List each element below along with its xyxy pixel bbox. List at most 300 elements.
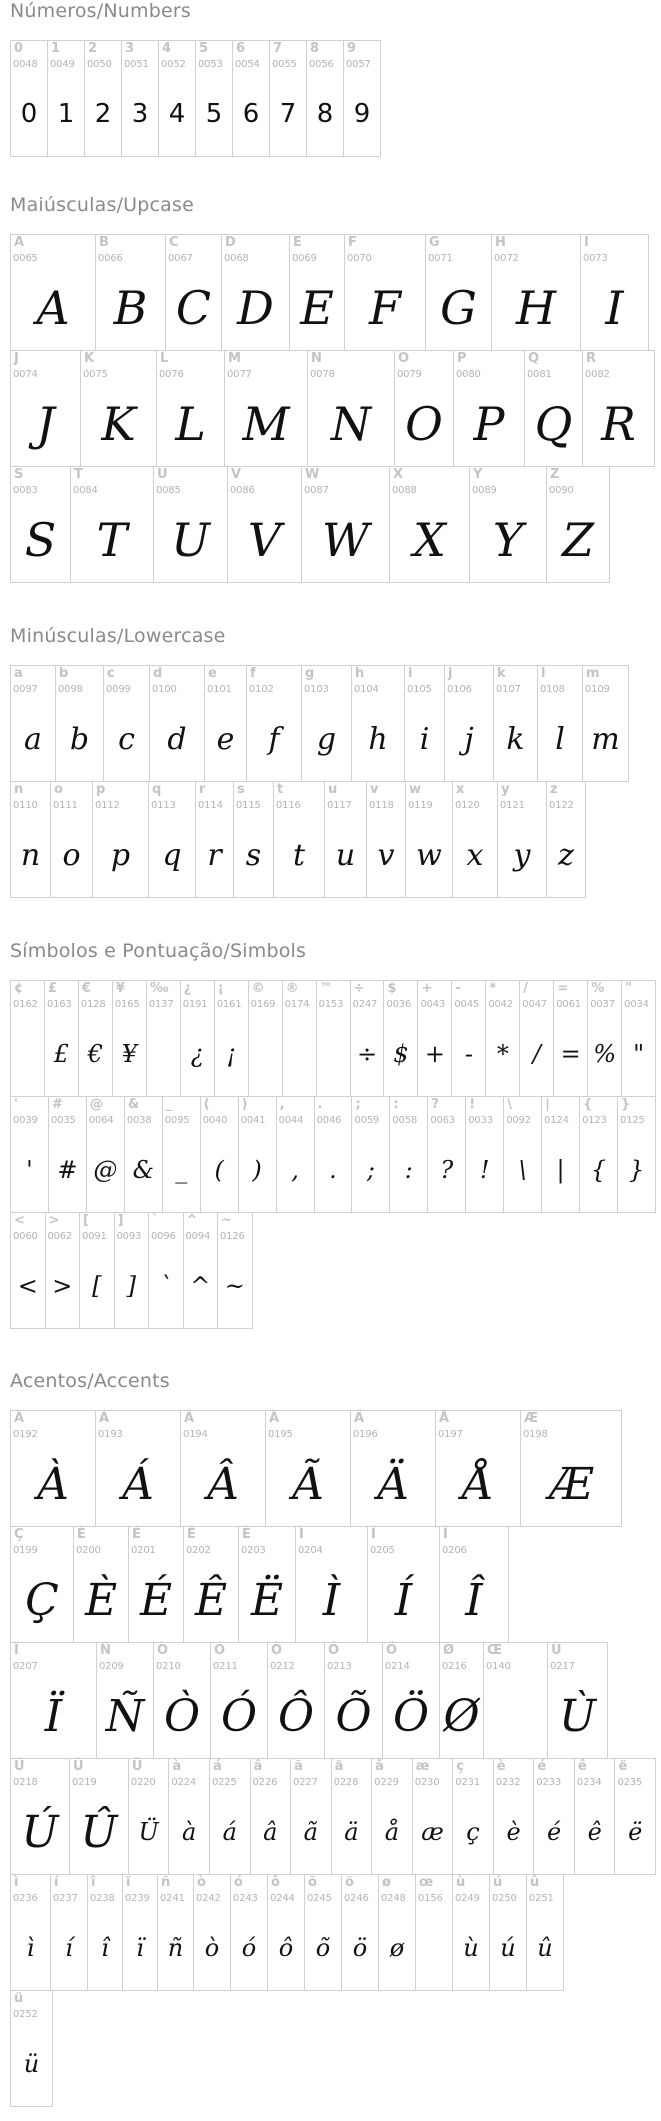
- glyph-cell: [267, 1642, 325, 1759]
- glyph-label: s: [237, 782, 245, 797]
- section-title: Acentos/Accents: [10, 1370, 170, 1392]
- glyph-code: 0128: [80, 999, 106, 1010]
- glyph-code: 0169: [250, 999, 276, 1010]
- glyph-cell: [44, 980, 79, 1097]
- glyph-code: 0231: [455, 1777, 480, 1788]
- glyph-label: Â: [184, 1411, 195, 1426]
- glyph-cell: [503, 1096, 542, 1213]
- glyph-sample: K: [101, 397, 136, 451]
- glyph-code: 0198: [523, 1429, 548, 1440]
- glyph-sample: b: [69, 721, 90, 757]
- glyph-code: 0220: [130, 1777, 156, 1788]
- glyph-sample: Â: [207, 1458, 239, 1510]
- glyph-cell: [389, 1096, 428, 1213]
- glyph-cell: [316, 980, 351, 1097]
- glyph-sample: Ë: [250, 1574, 284, 1626]
- glyph-cell: [343, 40, 381, 157]
- glyph-label: @: [89, 1097, 103, 1112]
- glyph-cell: [483, 1642, 548, 1759]
- glyph-cell: [200, 1096, 239, 1213]
- glyph-label: ™: [319, 981, 333, 996]
- glyph-code: 0072: [494, 253, 519, 264]
- glyph-cell: [382, 1642, 440, 1759]
- glyph-cell: [128, 1526, 184, 1643]
- glyph-cell: [366, 781, 406, 898]
- glyph-sample: È: [84, 1574, 118, 1626]
- glyph-sample: ?: [440, 1156, 454, 1184]
- glyph-sample: ": [633, 1040, 645, 1068]
- glyph-sample: ^: [190, 1272, 211, 1300]
- glyph-code: 0092: [506, 1115, 531, 1126]
- glyph-label: à: [172, 1759, 182, 1774]
- glyph-cell: [149, 665, 205, 782]
- glyph-sample: T: [96, 513, 128, 567]
- glyph-cell: [209, 1758, 251, 1875]
- glyph-cell: [520, 1410, 622, 1527]
- glyph-sample: Ú: [21, 1806, 59, 1858]
- glyph-label: è: [496, 1759, 506, 1774]
- glyph-label: v: [370, 782, 379, 797]
- glyph-label: ë: [618, 1759, 628, 1774]
- glyph-label: I: [584, 235, 589, 250]
- glyph-label: q: [152, 782, 162, 797]
- glyph-sample: }: [628, 1156, 645, 1184]
- glyph-label: ¥: [115, 981, 125, 996]
- glyph-label: ç: [456, 1759, 464, 1774]
- glyph-sample: *: [496, 1040, 509, 1068]
- glyph-code: 0080: [456, 369, 481, 380]
- glyph-code: 0212: [270, 1661, 295, 1672]
- glyph-cell: [579, 1096, 618, 1213]
- glyph-sample: ã: [303, 1818, 318, 1846]
- glyph-sample: =: [560, 1040, 581, 1068]
- glyph-sample: Ï: [44, 1690, 63, 1742]
- glyph-code: 0207: [13, 1661, 38, 1672]
- glyph-cell: [124, 1096, 163, 1213]
- glyph-cell: [103, 665, 150, 782]
- glyph-sample: Í: [394, 1574, 413, 1626]
- glyph-label: æ: [415, 1759, 430, 1774]
- glyph-cell: [69, 1758, 129, 1875]
- glyph-code: 0055: [272, 59, 297, 70]
- glyph-sample: õ: [315, 1934, 331, 1962]
- glyph-code: 0056: [309, 59, 334, 70]
- glyph-label: o: [54, 782, 63, 797]
- glyph-label: ñ: [161, 1875, 171, 1890]
- glyph-label: î: [91, 1875, 96, 1890]
- glyph-sample: û: [537, 1934, 553, 1962]
- glyph-code: 0196: [353, 1429, 378, 1440]
- section-title: Símbolos e Pontuação/Simbols: [10, 940, 307, 962]
- glyph-code: 0238: [90, 1893, 115, 1904]
- glyph-sample: r: [207, 837, 222, 873]
- glyph-sample: W: [321, 513, 370, 567]
- glyph-cell: [70, 466, 154, 583]
- glyph-label: #: [51, 1097, 63, 1112]
- glyph-sample: _: [175, 1156, 188, 1184]
- glyph-sample: 7: [279, 99, 297, 129]
- glyph-cell: [621, 980, 656, 1097]
- glyph-sample: i: [419, 721, 430, 757]
- glyph-sample: h: [368, 721, 388, 757]
- glyph-label: b: [59, 666, 69, 681]
- glyph-code: 0234: [576, 1777, 602, 1788]
- glyph-label: Q: [528, 351, 540, 366]
- glyph-code: 0096: [151, 1231, 176, 1242]
- glyph-sample: Ç: [25, 1574, 59, 1626]
- glyph-code: 0201: [131, 1545, 156, 1556]
- glyph-label: c: [107, 666, 115, 681]
- glyph-code: 0250: [492, 1893, 517, 1904]
- glyph-code: 0239: [125, 1893, 150, 1904]
- glyph-cell: [238, 1096, 277, 1213]
- glyph-cell: [230, 1874, 268, 1991]
- glyph-cell: [587, 980, 622, 1097]
- glyph-cell: [351, 1096, 390, 1213]
- glyph-label: 1: [51, 41, 61, 56]
- glyph-sample: Ü: [138, 1818, 159, 1846]
- glyph-sample: M: [242, 397, 290, 451]
- glyph-cell: [485, 980, 520, 1097]
- glyph-cell: [180, 1410, 266, 1527]
- glyph-label: ®: [285, 981, 299, 996]
- glyph-sample: å: [384, 1818, 400, 1846]
- glyph-cell: [204, 665, 247, 782]
- glyph-sample: d: [167, 721, 187, 757]
- glyph-code: 0063: [430, 1115, 455, 1126]
- glyph-code: 0073: [583, 253, 608, 264]
- glyph-label: O: [398, 351, 410, 366]
- glyph-sample: k: [506, 721, 525, 757]
- glyph-sample: ë: [628, 1818, 643, 1846]
- glyph-label: ì: [14, 1875, 19, 1890]
- glyph-sample: £: [53, 1040, 70, 1068]
- glyph-label: w: [409, 782, 422, 797]
- glyph-code: 0235: [617, 1777, 643, 1788]
- glyph-sample: Ó: [220, 1690, 258, 1742]
- glyph-sample: D: [237, 281, 274, 335]
- glyph-sample: j: [464, 721, 474, 757]
- glyph-label: t: [277, 782, 284, 797]
- glyph-cell: [55, 665, 104, 782]
- glyph-code: 0067: [168, 253, 193, 264]
- glyph-cell: [519, 980, 554, 1097]
- glyph-code: 0064: [88, 1115, 114, 1126]
- glyph-code: 0075: [83, 369, 108, 380]
- glyph-sample: Á: [122, 1458, 154, 1510]
- glyph-sample: y: [513, 837, 531, 873]
- glyph-cell: [580, 234, 649, 351]
- glyph-label: Ø: [443, 1643, 455, 1658]
- glyph-cell: [168, 1758, 210, 1875]
- glyph-cell: [301, 466, 390, 583]
- glyph-label: n: [14, 782, 24, 797]
- glyph-sample: -: [464, 1040, 473, 1068]
- glyph-cell: [50, 1874, 88, 1991]
- glyph-sample: V: [247, 513, 282, 567]
- glyph-sample: f: [268, 721, 280, 757]
- glyph-label: õ: [308, 1875, 317, 1890]
- glyph-label: Ä: [354, 1411, 365, 1426]
- glyph-cell: [122, 1874, 158, 1991]
- glyph-code: 0214: [385, 1661, 410, 1672]
- glyph-label: &: [127, 1097, 140, 1112]
- glyph-label: K: [84, 351, 95, 366]
- glyph-label: D: [225, 235, 236, 250]
- glyph-cell: [10, 1990, 53, 2107]
- glyph-code: 0209: [99, 1661, 124, 1672]
- glyph-cell: [341, 1874, 379, 1991]
- glyph-sample: Û: [80, 1806, 118, 1858]
- glyph-sample: Õ: [335, 1690, 372, 1742]
- glyph-label: û: [530, 1875, 540, 1890]
- glyph-cell: [493, 1758, 535, 1875]
- glyph-label: _: [165, 1097, 173, 1112]
- glyph-sample: ú: [500, 1934, 516, 1962]
- glyph-sample: Ò: [163, 1690, 201, 1742]
- glyph-label: £: [47, 981, 57, 996]
- glyph-cell: [435, 1410, 521, 1527]
- glyph-code: 0124: [544, 1115, 569, 1126]
- glyph-label: 9: [347, 41, 357, 56]
- glyph-cell: [221, 234, 290, 351]
- glyph-code: 0161: [216, 999, 242, 1010]
- glyph-label: m: [586, 666, 600, 681]
- glyph-sample: !: [479, 1156, 490, 1184]
- glyph-label: /: [523, 981, 529, 996]
- glyph-code: 0087: [304, 485, 329, 496]
- glyph-cell: [10, 1758, 70, 1875]
- glyph-code: 0163: [46, 999, 72, 1010]
- glyph-label: g: [305, 666, 315, 681]
- glyph-sample: C: [175, 281, 212, 335]
- glyph-sample: î: [101, 1934, 109, 1962]
- glyph-sample: ¥: [121, 1040, 137, 1068]
- glyph-cell: [162, 1096, 201, 1213]
- glyph-sample: /: [532, 1040, 541, 1068]
- glyph-sample: &: [132, 1156, 154, 1184]
- glyph-label: G: [429, 235, 440, 250]
- glyph-code: 0033: [468, 1115, 493, 1126]
- glyph-code: 0119: [408, 800, 433, 811]
- glyph-sample: >: [52, 1272, 73, 1300]
- glyph-label: 2: [88, 41, 98, 56]
- glyph-code: 0091: [82, 1231, 107, 1242]
- glyph-label: B: [99, 235, 109, 250]
- glyph-code: 0093: [116, 1231, 142, 1242]
- glyph-code: 0094: [185, 1231, 211, 1242]
- glyph-cell: [73, 1526, 129, 1643]
- glyph-code: 0079: [397, 369, 422, 380]
- glyph-cell: [95, 234, 166, 351]
- glyph-cell: [289, 234, 345, 351]
- glyph-sample: R: [601, 397, 636, 451]
- glyph-label: Ü: [131, 1759, 143, 1774]
- glyph-cell: [153, 1642, 211, 1759]
- glyph-label: |: [545, 1097, 550, 1112]
- glyph-cell: [246, 665, 302, 782]
- glyph-cell: [367, 1526, 440, 1643]
- glyph-sample: É: [139, 1574, 173, 1626]
- glyph-label: U: [157, 467, 168, 482]
- glyph-cell: [394, 350, 454, 467]
- glyph-label: N: [311, 351, 322, 366]
- glyph-label: ã: [294, 1759, 303, 1774]
- glyph-sample: ò: [204, 1934, 220, 1962]
- glyph-code: 0140: [486, 1661, 511, 1672]
- glyph-sample: Ö: [392, 1690, 430, 1742]
- glyph-sample: E: [300, 281, 334, 335]
- glyph-label: x: [456, 782, 465, 797]
- glyph-sample: `: [159, 1272, 172, 1300]
- glyph-code: 0081: [527, 369, 552, 380]
- glyph-label: h: [355, 666, 365, 681]
- glyph-code: 0054: [235, 59, 260, 70]
- glyph-label: }: [621, 1097, 631, 1112]
- glyph-cell: [537, 665, 583, 782]
- glyph-code: 0061: [556, 999, 581, 1010]
- glyph-cell: [497, 781, 547, 898]
- glyph-sample: Ô: [277, 1690, 315, 1742]
- glyph-label: ê: [577, 1759, 587, 1774]
- glyph-sample: ö: [352, 1934, 368, 1962]
- glyph-label: a: [14, 666, 23, 681]
- glyph-cell: [451, 980, 486, 1097]
- glyph-code: 0202: [186, 1545, 211, 1556]
- glyph-cell: [224, 350, 308, 467]
- glyph-sample: á: [222, 1818, 237, 1846]
- glyph-code: 0051: [124, 59, 149, 70]
- glyph-cell: [582, 665, 629, 782]
- glyph-cell: [227, 466, 302, 583]
- glyph-sample: Ì: [322, 1574, 341, 1626]
- glyph-code: 0217: [550, 1661, 575, 1672]
- glyph-code: 0243: [233, 1893, 258, 1904]
- glyph-cell: [295, 1526, 368, 1643]
- glyph-code: 0039: [13, 1115, 38, 1126]
- glyph-label: â: [253, 1759, 263, 1774]
- glyph-code: 0229: [374, 1777, 399, 1788]
- glyph-cell: [10, 1642, 97, 1759]
- glyph-cell: [324, 781, 367, 898]
- glyph-cell: [350, 980, 385, 1097]
- glyph-label: ,: [279, 1097, 285, 1112]
- glyph-code: 0192: [13, 1429, 38, 1440]
- glyph-label: p: [96, 782, 106, 797]
- glyph-sample: @: [93, 1156, 118, 1184]
- glyph-sample: À: [37, 1458, 69, 1510]
- glyph-label: È: [77, 1527, 86, 1542]
- glyph-cell: [307, 350, 395, 467]
- glyph-cell: [574, 1758, 616, 1875]
- glyph-cell: [96, 1642, 154, 1759]
- glyph-cell: [389, 466, 470, 583]
- glyph-label: Ù: [551, 1643, 562, 1658]
- glyph-label: $: [387, 981, 397, 996]
- glyph-code: 0197: [438, 1429, 463, 1440]
- glyph-cell: [378, 1874, 416, 1991]
- glyph-cell: [10, 1410, 96, 1527]
- glyph-code: 0042: [488, 999, 513, 1010]
- glyph-sample: u: [335, 837, 356, 873]
- glyph-label: ]: [117, 1213, 124, 1228]
- glyph-label: A: [14, 235, 25, 250]
- glyph-label: z: [550, 782, 558, 797]
- glyph-code: 0113: [151, 800, 176, 811]
- glyph-label: Ç: [14, 1527, 24, 1542]
- glyph-code: 0047: [522, 999, 547, 1010]
- glyph-cell: [47, 40, 85, 157]
- glyph-code: 0101: [207, 684, 232, 695]
- glyph-code: 0099: [106, 684, 131, 695]
- glyph-cell: [350, 1410, 436, 1527]
- glyph-cell: [10, 781, 51, 898]
- glyph-code: 0199: [13, 1545, 38, 1556]
- glyph-cell: [48, 1096, 87, 1213]
- glyph-cell: [10, 665, 56, 782]
- glyph-code: 0194: [183, 1429, 208, 1440]
- glyph-label: 7: [273, 41, 283, 56]
- glyph-sample: 5: [205, 99, 223, 129]
- glyph-label: ': [14, 1097, 18, 1112]
- glyph-cell: [493, 665, 538, 782]
- glyph-label: j: [448, 666, 453, 681]
- glyph-sample: ê: [587, 1818, 602, 1846]
- glyph-sample: Ä: [377, 1458, 409, 1510]
- glyph-code: 0225: [211, 1777, 237, 1788]
- glyph-cell: [404, 665, 445, 782]
- glyph-code: 0153: [318, 999, 344, 1010]
- glyph-code: 0044: [278, 1115, 304, 1126]
- glyph-label: k: [497, 666, 506, 681]
- glyph-sample: A: [36, 281, 70, 335]
- glyph-cell: [95, 1410, 181, 1527]
- glyph-cell: [491, 234, 581, 351]
- glyph-sample: [484, 1681, 547, 1751]
- glyph-cell: [427, 1096, 466, 1213]
- glyph-code: 0066: [98, 253, 123, 264]
- glyph-code: 0245: [307, 1893, 332, 1904]
- glyph-sample: ;: [366, 1156, 375, 1184]
- glyph-sample: [: [92, 1272, 102, 1300]
- glyph-cell: [344, 234, 426, 351]
- glyph-code: 0071: [428, 253, 453, 264]
- glyph-cell: [10, 1526, 74, 1643]
- glyph-label: ò: [197, 1875, 206, 1890]
- glyph-sample: â: [263, 1818, 278, 1846]
- glyph-cell: [233, 781, 274, 898]
- glyph-sample: F: [369, 281, 401, 335]
- glyph-label: Ò: [157, 1643, 169, 1658]
- glyph-cell: [86, 1096, 125, 1213]
- glyph-sample: 9: [353, 99, 371, 129]
- glyph-code: 0126: [220, 1231, 245, 1242]
- glyph-label: ¿: [183, 981, 192, 996]
- glyph-label: ;: [355, 1097, 361, 1112]
- glyph-label: ~: [221, 1213, 232, 1228]
- glyph-cell: [371, 1758, 413, 1875]
- glyph-label: Ï: [14, 1643, 19, 1658]
- glyph-sample: +: [424, 1040, 445, 1068]
- glyph-code: 0083: [13, 485, 38, 496]
- glyph-code: 0206: [442, 1545, 467, 1556]
- glyph-label: Œ: [487, 1643, 503, 1658]
- glyph-sample: ç: [466, 1818, 480, 1846]
- glyph-sample: O: [405, 397, 443, 451]
- glyph-cell: [84, 40, 122, 157]
- glyph-label: R: [586, 351, 597, 366]
- glyph-label: ‰: [149, 981, 169, 996]
